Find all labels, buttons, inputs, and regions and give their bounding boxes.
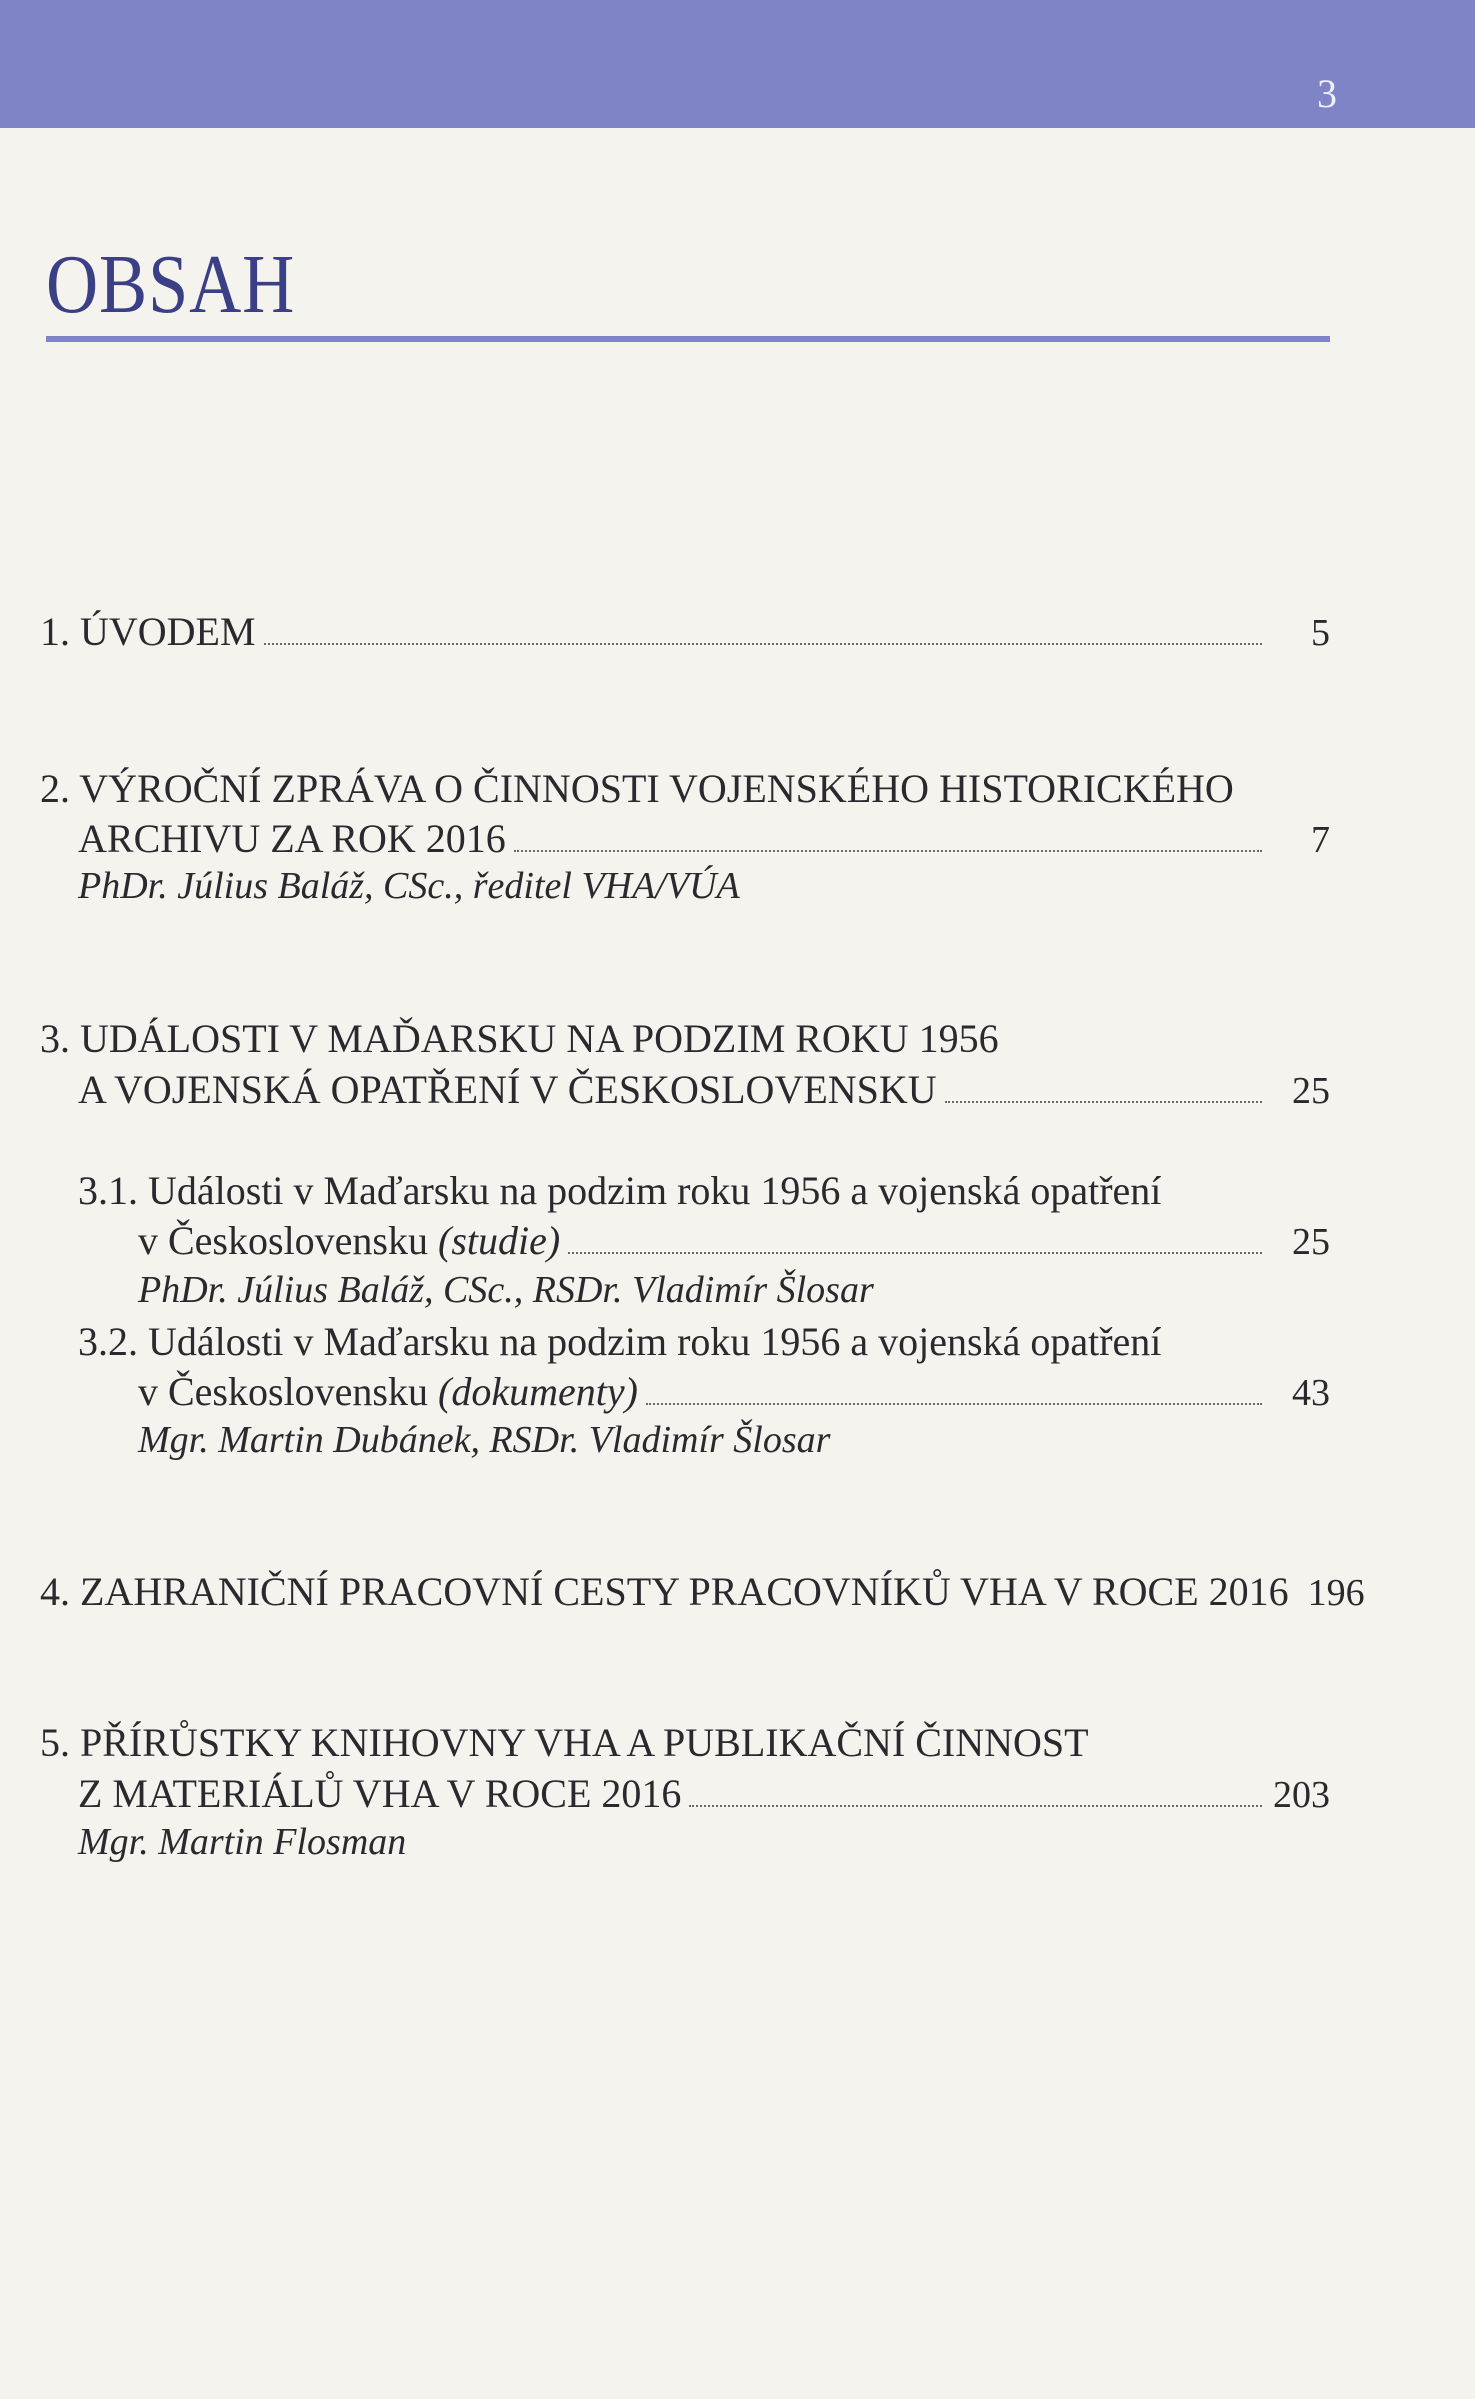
toc-entry-author: PhDr. Július Baláž, CSc., RSDr. Vladimír Šlosar	[138, 1269, 874, 1311]
toc-page-number: 25	[1292, 1221, 1330, 1263]
toc-entry-prirustky[interactable]	[78, 1770, 1330, 1817]
toc-subentry-heading-line: 3.1. Události v Maďarsku na podzim roku 1956 a vojenská opatření	[78, 1168, 1162, 1213]
toc-entry-udalosti[interactable]	[78, 1066, 1330, 1113]
toc-entry-heading-line: 5. PŘÍRŮSTKY KNIHOVNY VHA A PUBLIKAČNÍ ČINNOST	[40, 1720, 1089, 1765]
toc-subentry-studie[interactable]	[138, 1217, 1330, 1264]
page-number: 3	[1317, 71, 1337, 116]
leader-dots	[689, 1805, 1262, 1807]
leader-dots	[646, 1403, 1262, 1405]
toc-page-number: 7	[1311, 819, 1330, 861]
toc-entry-label: v Československu (studie)	[138, 1218, 561, 1263]
leader-dots	[945, 1101, 1262, 1103]
header-band	[0, 0, 1475, 128]
title-underline	[46, 336, 1330, 342]
toc-entry-author: PhDr. Július Baláž, CSc., ředitel VHA/VÚA	[78, 865, 740, 907]
toc-page-number: 25	[1292, 1070, 1330, 1112]
toc-entry-heading-line: 2. VÝROČNÍ ZPRÁVA O ČINNOSTI VOJENSKÉHO HISTORICKÉHO	[40, 766, 1234, 811]
toc-entry-label: 1. ÚVODEM	[40, 609, 256, 654]
toc-entry-author: Mgr. Martin Flosman	[78, 1821, 407, 1863]
toc-page-number: 5	[1311, 612, 1330, 654]
toc-entry-label: ARCHIVU ZA ROK 2016	[78, 816, 506, 861]
toc-entry-label: 4. ZAHRANIČNÍ PRACOVNÍ CESTY PRACOVNÍKŮ VHA V ROCE 2016	[40, 1569, 1289, 1614]
leader-dots	[264, 643, 1262, 645]
toc-page-number: 203	[1273, 1774, 1330, 1816]
toc-entry-label: Z MATERIÁLŮ VHA V ROCE 2016	[78, 1771, 682, 1816]
toc-entry-zahranicni-cesty[interactable]	[40, 1568, 1365, 1615]
toc-entry-heading-line: 3. UDÁLOSTI V MAĎARSKU NA PODZIM ROKU 1956	[40, 1016, 999, 1061]
toc-entry-uvodem[interactable]	[40, 608, 1330, 655]
toc-entry-author: Mgr. Martin Dubánek, RSDr. Vladimír Šlosar	[138, 1419, 831, 1461]
toc-page-number: 43	[1292, 1372, 1330, 1414]
leader-dots	[568, 1252, 1262, 1254]
toc-subentry-dokumenty[interactable]	[138, 1368, 1330, 1415]
toc-page-number: 196	[1307, 1572, 1365, 1614]
toc-entry-label: A VOJENSKÁ OPATŘENÍ V ČESKOSLOVENSKU	[78, 1067, 937, 1112]
toc-subentry-heading-line: 3.2. Události v Maďarsku na podzim roku 1956 a vojenská opatření	[78, 1319, 1162, 1364]
toc-entry-vyrocni-zprava[interactable]	[78, 815, 1330, 862]
toc-entry-label: v Československu (dokumenty)	[138, 1369, 638, 1414]
leader-dots	[514, 850, 1262, 852]
page-title: OBSAH	[46, 238, 296, 331]
